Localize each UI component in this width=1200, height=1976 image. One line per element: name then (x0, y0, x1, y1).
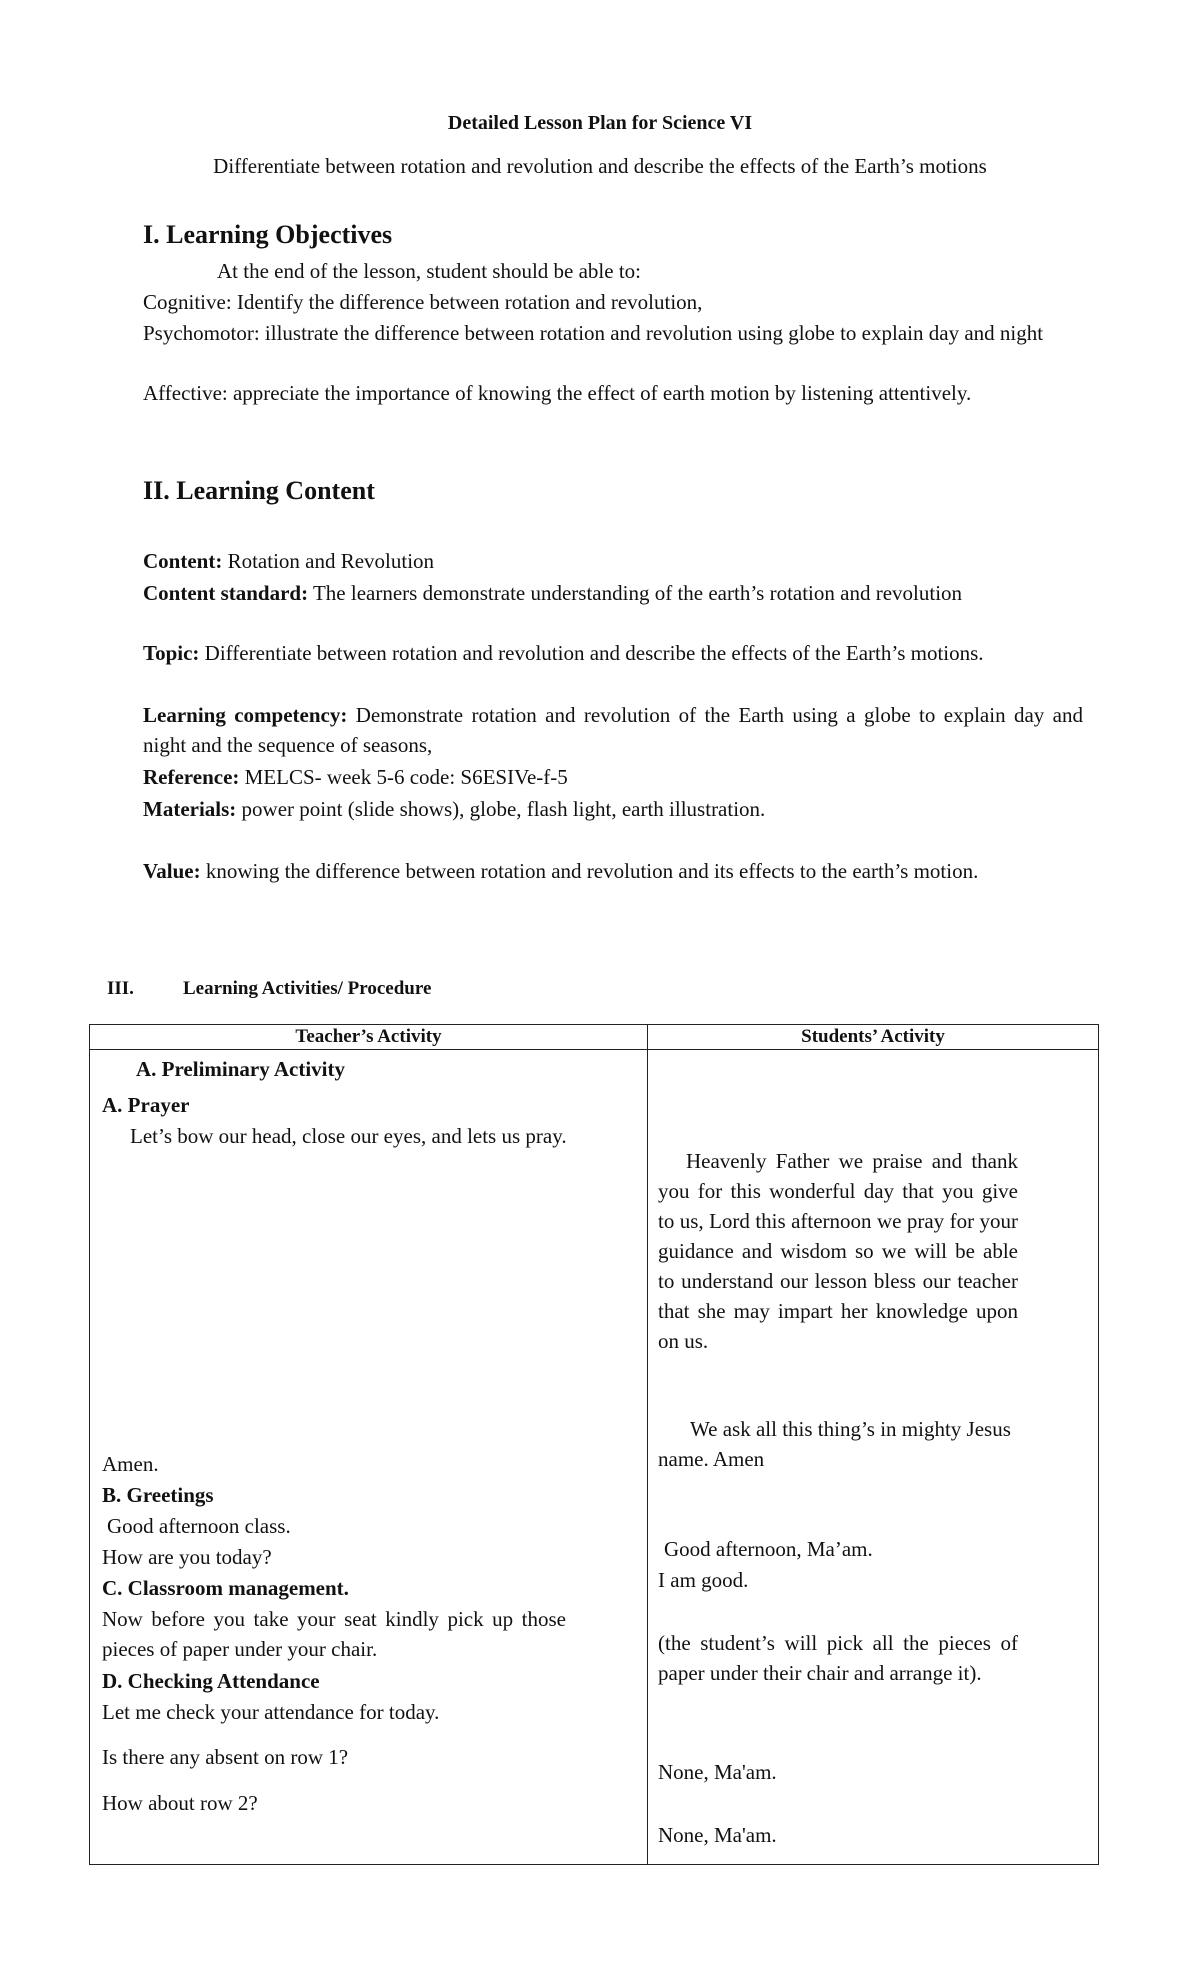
content-value: Rotation and Revolution (227, 549, 435, 573)
student-prayer: Heavenly Father we praise and thank you for this wonderful day that you give to us, Lord this afternoon we pray for your guidance and wisdom so we will be able to understand our lesson bless our teacher that she may impart her knowledge upon on us. (658, 1149, 1018, 1353)
row-1-question: Is there any absent on row 1? (102, 1745, 349, 1769)
teacher-activity-header: Teacher’s Activity (90, 1025, 648, 1050)
procedure-heading (107, 978, 431, 1000)
teacher-amen: Amen. (102, 1452, 159, 1476)
content-standard-value: The learners demonstrate understanding of the earth’s rotation and revolution (312, 581, 963, 605)
topic-label: Topic: (143, 641, 200, 665)
classroom-management-label: C. Classroom management. (102, 1576, 349, 1600)
materials-label: Materials: (143, 797, 237, 821)
greeting-line-2: How are you today? (102, 1545, 272, 1569)
content-standard-line (143, 578, 1083, 608)
content-label: Content: (143, 549, 223, 573)
preliminary-activity-heading: A. Preliminary Activity (136, 1057, 345, 1081)
procedure-table (89, 1024, 1099, 1865)
procedure-title: Learning Activities/ Procedure (183, 978, 432, 999)
competency-value: Demonstrate rotation and revolution of the Earth using a globe to explain day and night and the sequence of seasons, (143, 703, 1084, 757)
objective-affective: Affective: appreciate the importance of knowing the effect of earth motion by listening attentively. (143, 381, 972, 405)
attendance-label: D. Checking Attendance (102, 1669, 320, 1693)
row-2-question: How about row 2? (102, 1791, 258, 1815)
content-heading: II. Learning Content (143, 476, 375, 505)
student-prayer-end: We ask all this thing’s in mighty Jesus name. Amen (658, 1417, 1011, 1471)
student-greeting-reply: Good afternoon, Ma’am. (664, 1537, 873, 1561)
students-activity-header: Students’ Activity (648, 1025, 1099, 1050)
reference-label: Reference: (143, 765, 240, 789)
objective-cognitive: Cognitive: Identify the difference between rotation and revolution, (143, 290, 703, 314)
students-activity-cell (648, 1050, 1099, 1865)
value-value: knowing the difference between rotation and revolution and its effects to the earth’s motion. (205, 859, 979, 883)
topic-line (143, 638, 1083, 668)
value-label: Value: (143, 859, 201, 883)
objectives-intro: At the end of the lesson, student should be able to: (217, 259, 642, 283)
document-subtitle: Differentiate between rotation and revolution and describe the effects of the Earth’s motions (213, 154, 987, 178)
reference-value: MELCS- week 5-6 code: S6ESIVe-f-5 (244, 765, 568, 789)
student-good-reply: I am good. (658, 1568, 749, 1592)
content-standard-label: Content standard: (143, 581, 309, 605)
materials-value: power point (slide shows), globe, flash light, earth illustration. (241, 797, 766, 821)
prayer-label: A. Prayer (102, 1093, 190, 1117)
document-title: Detailed Lesson Plan for Science VI (447, 112, 753, 134)
student-none-row-2: None, Ma'am. (658, 1823, 777, 1847)
greeting-line-1: Good afternoon class. (107, 1514, 291, 1538)
content-line (143, 546, 1083, 576)
student-pick-paper: (the student’s will pick all the pieces of paper under their chair and arrange it). (658, 1631, 1018, 1685)
greetings-label: B. Greetings (102, 1483, 214, 1507)
reference-line (143, 762, 1083, 792)
teacher-activity-cell (90, 1050, 648, 1865)
classroom-management-text: Now before you take your seat kindly pick up those pieces of paper under your chair. (102, 1607, 566, 1661)
objective-psychomotor: Psychomotor: illustrate the difference between rotation and revolution using globe to explain day and night (143, 321, 1044, 345)
prayer-instruction: Let’s bow our head, close our eyes, and lets us pray. (130, 1124, 567, 1148)
competency-label: Learning competency: (143, 703, 348, 727)
topic-value: Differentiate between rotation and revolution and describe the effects of the Earth’s motions. (204, 641, 984, 665)
value-line (143, 856, 1043, 886)
procedure-numeral: III. (107, 978, 134, 999)
attendance-text: Let me check your attendance for today. (102, 1700, 440, 1724)
objectives-heading: I. Learning Objectives (143, 220, 393, 249)
materials-line (143, 794, 1083, 824)
competency-line (143, 700, 1083, 760)
student-none-row-1: None, Ma'am. (658, 1760, 777, 1784)
